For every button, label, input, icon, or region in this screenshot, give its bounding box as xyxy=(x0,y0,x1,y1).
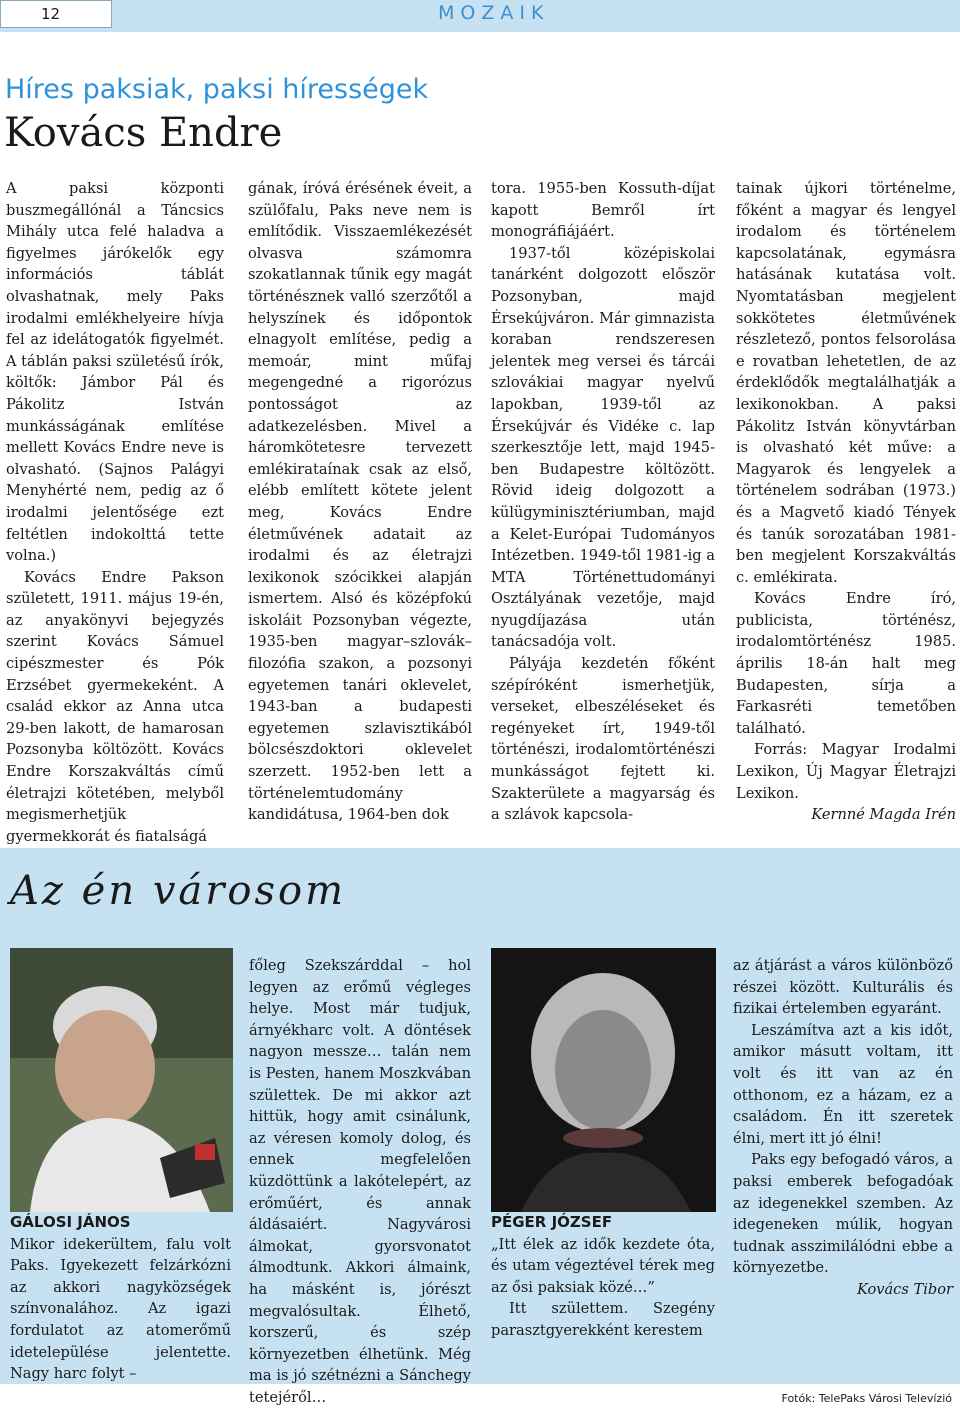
portrait-photo xyxy=(491,948,716,1212)
interview-text-galosi-continued xyxy=(249,955,471,1408)
article-paragraph: Kovács Endre író, publicista, történész, irodalomtörténész 1985. április 18-án halt meg Budapesten, sírja a Farkasréti temetőben található. xyxy=(736,590,956,737)
section-name: MOZAIK xyxy=(438,2,550,24)
person-name: GÁLOSI JÁNOS xyxy=(10,1213,131,1231)
article-title: Kovács Endre xyxy=(4,110,283,156)
interview-paragraph: Mikor idekerültem, falu volt Paks. Igyekezett felzárkózni az akkori nagyközségek színvonalához. Az igazi fordulatot az atomerőmű idetelepülése jelentette. Nagy harc folyt – xyxy=(10,1235,231,1383)
article-byline: Kernné Magda Irén xyxy=(811,806,956,824)
article-paragraph: tora. 1955-ben Kossuth-díjat kapott Bemről írt monográfiájáért. xyxy=(491,180,715,241)
interview-text-galosi xyxy=(10,1212,231,1385)
page-number: 12 xyxy=(0,0,112,28)
portrait-photo xyxy=(10,948,233,1212)
interview-paragraph: az átjárást a város különböző részei között. Kulturális és fizikai értelemben egyaránt. xyxy=(733,957,953,1018)
article-column-1: A paksi központi buszmegállónál a Táncsics Mihály utca felé haladva a figyelmes járókelők egy információs táblát olvashatnak, mely Paks irodalmi emlékhelyeire hívja fel az idelátogatók figyelmét. A táblán paksi születésű írók, költők: Jámbor Pál és Pákolitz István munkásságának említése mellett Kovács Endre neve is olvasható. (Sajnos Palágyi Menyhérté nem, pedig az ő irodalmi jelentősége ezt feltétlen indokolttá tette volna.) Kovács Endre Pakson született, 1911. május 19-én, az anyakönyvi bejegyzés szerint Kovács Sámuel cipészmester és Pók Erzsébet gyermekeként. A család ekkor az Anna utca 29-ben lakott, de hamarosan Pozsonyba költözött. Kovács Endre Korszakváltás című életrajzi kötetében, melyből megismerhetjük gyermekkorát és fiatalságá xyxy=(6,180,224,845)
article-column-2 xyxy=(248,178,472,826)
interview-quote: „Itt élek az idők kezdete óta, és utam végeztével térek meg az ősi paksiak közé…” xyxy=(491,1235,715,1296)
photo-credit: Fotók: TelePaks Városi Televízió xyxy=(781,1392,952,1405)
article-paragraph: tainak újkori történelme, főként a magyar és lengyel irodalom és történelem kapcsolatának, egymásra hatásának kutatása volt. Nyomtatásban megjelent sokkötetes életművének részletező, pontos felsorolása e rovatban lehetetlen, de az érdeklődők megtalálhatják a lexikonokban. A paksi Pákolitz István könyvtárban is olvasható két műve: a Magyarok és lengyelek a történelem sodrában (1973.) és a Magvető kiadó Tények és tanúk sorozatában 1981-ben megjelent Korszakváltás c. emlékirata. xyxy=(736,180,956,586)
interview-text-peger-continued xyxy=(733,955,953,1301)
interview-paragraph: főleg Szekszárddal – hol legyen az erőmű végleges helye. Most már tudjuk, árnyékharc volt. A döntések nagyon messze… talán nem is Pesten, hanem Moszkvában születtek. De mi akkor azt hittük, hogy amit csinálunk, az véresen komoly dolog, és ennek megfelelően küzdöttünk a lakótelepért, az erőműért, és annak áldásaiért. Nagyvárosi álmokat, gyorsvonatot álmodtunk. Akkori álmaink, ha másként is, jórészt megvalósultak. Élhető, korszerű, és szép környezetben élhetünk. Még ma is jó szétnézni a Sánchegy tetejéről… xyxy=(249,957,472,1406)
interview-paragraph: Paks egy befogadó város, a paksi emberek befogadóak az idegenekkel szemben. Az idegeneken múlik, hogyan tudnak asszimilálódni ebbe a környezetbe. xyxy=(733,1151,953,1277)
interview-text-peger xyxy=(491,1212,715,1342)
article-paragraph: gának, íróvá érésének éveit, a szülőfalu, Paks neve nem is említődik. Visszaemlékezését olvasva számomra szokatlannak tűnik egy magát történésznek valló szerzőtől a helyszínek és időpontok elnagyolt említése, pedig a memoár, mint műfaj megengedné a rigorózus pontosságot az adatkezelésben. Mivel a háromkötetesre tervezett emlékirataínak csak az első, elébb említett kötete jelent meg, Kovács Endre életművének adatait az irodalmi és az életrajzi lexikonok szócikkei alapján ismertem. Alsó és középfokú iskoláit Pozsonyban végezte, 1935-ben magyar–szlovák–filozófia szakon, a pozsonyi egyetemen tanári oklevelet, 1943-ban a budapesti egyetemen szlavisztikából bölcsészdoktori oklevelet szerzett. 1952-ben lett a történelemtudomány kandidátusa, 1964-ben dok xyxy=(248,180,472,824)
person-name: PÉGER JÓZSEF xyxy=(491,1213,613,1231)
feature-title: Az én városom xyxy=(10,868,347,914)
series-title: Híres paksiak, paksi hírességek xyxy=(5,74,429,105)
article-paragraph: Forrás: Magyar Irodalmi Lexikon, Új Magyar Életrajzi Lexikon. xyxy=(736,741,956,802)
interview-paragraph: Itt születtem. Szegény parasztgyerekként kerestem xyxy=(491,1300,715,1339)
article-column-3 xyxy=(491,178,715,826)
article-paragraph: A paksi központi buszmegállónál a Táncsics Mihály utca felé haladva a figyelmes járókelők egy információs táblát olvashatnak, mely Paks irodalmi emlékhelyeire hívja fel az idelátogatók figyelmét. A táblán paksi születésű írók, költők: Jámbor Pál és Pákolitz István munkásságának említése mellett Kovács Endre neve is olvasható. (Sajnos Palágyi Menyhérté nem, pedig az ő irodalmi jelentősége ezt feltétlen indokolttá tette volna.) xyxy=(6,180,224,565)
article-column-4 xyxy=(736,178,956,826)
article-paragraph: 1937-től középiskolai tanárként dolgozott először Pozsonyban, majd Érsekújváron. Már gimnazista koraban rendszeresen jelentek meg versei és tárcái szlovákiai magyar nyelvű lapokban, 1939-től az Érsekújvár és Vidéke c. lap szerkesztője lett, majd 1945-ben Budapestre költözött. Rövid ideig dolgozott a külügyminisztériumban, majd a Kelet-Európai Tudományos Intézetben. 1949-től 1981-ig a MTA Történettudományi Osztályának vezetője, majd nyugdíjazása után tanácsadója volt. xyxy=(491,244,715,651)
interview-paragraph: Leszámítva azt a kis időt, amikor másutt voltam, itt volt és itt van az én otthonom, ez a házam, ez a családom. Én itt szeretek élni, mert itt jó élni! xyxy=(733,1021,953,1147)
article-paragraph: Pályája kezdetén főként szépíróként ismerhetjük, verseket, elbeszéléseket és regényeket írt, 1949-től történészi, irodalomtörténészi munkásságot fejtett ki. Szakterülete a magyarság és a szlávok kapcsola- xyxy=(491,655,715,824)
feature-byline: Kovács Tibor xyxy=(856,1280,953,1298)
